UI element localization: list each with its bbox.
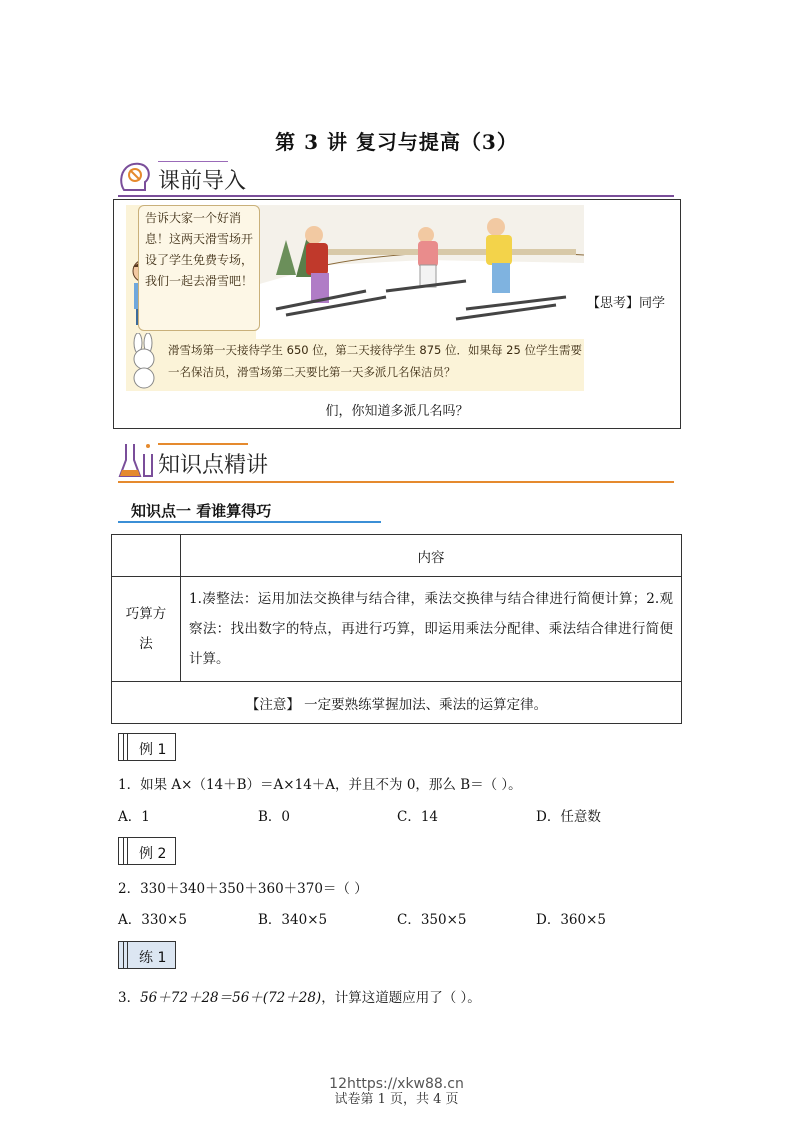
table-row-label: 巧算方法	[112, 577, 181, 682]
question-number: 3．	[118, 990, 141, 1006]
example-tag	[118, 837, 176, 865]
intro-box	[113, 199, 681, 429]
section-header-intro	[118, 158, 674, 200]
section-title-knowledge: 知识点精讲	[158, 453, 269, 478]
rabbit-character-image	[126, 333, 162, 389]
option-d[interactable]: D．任意数	[536, 809, 601, 825]
problem-text: 滑雪场第一天接待学生 650 位，第二天接待学生 875 位．如果每 25 位学生需要一名保洁员，滑雪场第二天要比第一天多派几名保洁员？	[168, 343, 582, 379]
table-header: 内容	[181, 535, 682, 577]
practice-tag	[118, 941, 176, 969]
knowledge-table	[111, 534, 682, 724]
divider	[158, 161, 228, 162]
table-row-content: 1.凑整法：运用加法交换律与结合律，乘法交换律与结合律进行简便计算；2.观察法：找出数字的特点，再进行巧算，即运用乘法分配律、乘法结合律进行简便计算。	[181, 577, 682, 682]
table-note	[112, 682, 682, 724]
divider	[118, 521, 381, 523]
page-footer	[0, 1076, 793, 1107]
option-b[interactable]: B．0	[258, 809, 291, 825]
flask-icon	[118, 440, 154, 480]
question-text: 1．如果 A×（14＋B）＝A×14＋A，并且不为 0，那么 B＝（ ）。	[118, 777, 522, 793]
watermark-text: 12https://xkw88.cn	[329, 1076, 464, 1092]
page-number: 试卷第 1 页，共 4 页	[334, 1092, 459, 1107]
divider	[158, 443, 248, 445]
option-c[interactable]: C．14	[397, 809, 439, 825]
formula: 56＋72＋28＝56＋(72＋28)	[140, 990, 322, 1006]
section-header-knowledge	[118, 440, 674, 484]
option-b[interactable]: B．340×5	[258, 912, 328, 928]
divider	[118, 481, 674, 483]
option-c[interactable]: C．350×5	[397, 912, 467, 928]
knowledge-point-title: 知识点一 看谁算得巧	[131, 502, 272, 520]
section-title-intro: 课前导入	[158, 169, 247, 194]
question-text	[118, 986, 481, 1006]
example-tag	[118, 733, 176, 761]
note-tag: 【注意】	[245, 696, 300, 713]
divider	[118, 195, 674, 197]
table-cell	[112, 535, 181, 577]
option-a[interactable]: A．330×5	[118, 912, 187, 928]
option-a[interactable]: A．1	[118, 809, 150, 825]
page-title: 第 3 讲 复习与提高（3）	[275, 130, 518, 154]
question-text: 2．330＋340＋350＋360＋370＝（ ）	[118, 881, 368, 897]
speech-bubble: 告诉大家一个好消息！这两天滑雪场开设了学生免费专场，我们一起去滑雪吧！	[138, 205, 260, 331]
practice-label: 练 1	[139, 950, 167, 966]
option-d[interactable]: D．360×5	[536, 912, 606, 928]
think-tag: 【思考】同学	[587, 296, 666, 311]
question-tail: ，计算这道题应用了（ ）。	[321, 990, 481, 1006]
example-label: 例 1	[139, 742, 167, 758]
example-label: 例 2	[139, 846, 167, 862]
think-text: 们，你知道多派几名吗？	[325, 404, 469, 419]
head-idea-icon	[118, 160, 152, 196]
note-text: 一定要熟练掌握加法、乘法的运算定律。	[299, 696, 548, 713]
skiing-illustration	[126, 205, 584, 391]
